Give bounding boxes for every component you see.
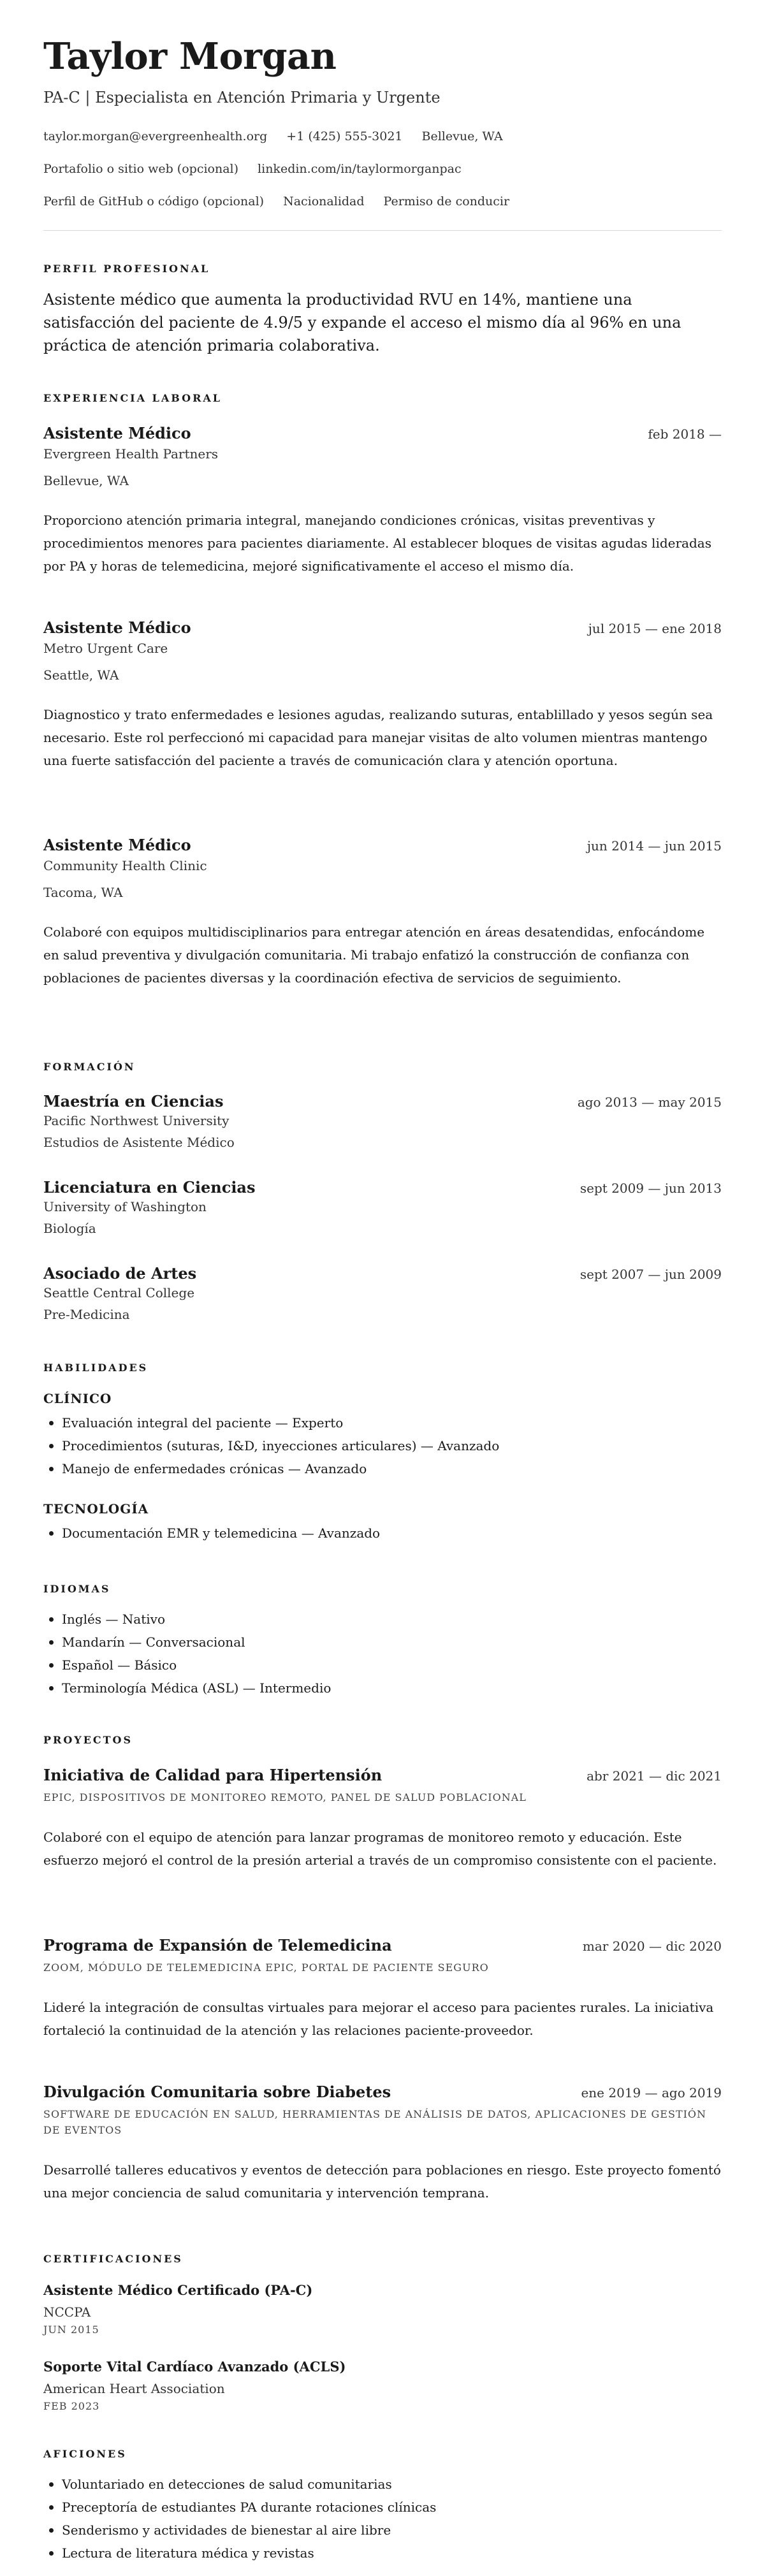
project-title: Iniciativa de Calidad para Hipertensión [43,1766,382,1784]
job-description: Proporciono atención primaria integral, manejando condiciones crónicas, visitas preventivas y procedimientos menores para pacientes diariamente. Al establecer bloques de visitas agudas lideradas por PA y horas de telemedicina, mejoré significativamente el acceso el mismo día. [43,513,711,574]
list-item: Inglés — Nativo [43,1608,722,1631]
section-title: PERFIL PROFESIONAL [43,263,210,275]
candidate-subtitle: PA-C | Especialista en Atención Primaria y Urgente [43,89,441,106]
project-tags: EPIC, DISPOSITIVOS DE MONITOREO REMOTO, PANEL DE SALUD POBLACIONAL [43,1791,527,1803]
list-item: Terminología Médica (ASL) — Intermedio [43,1677,722,1699]
skill-list [43,1522,722,1545]
list-item: Voluntariado en detecciones de salud comunitarias [43,2473,722,2496]
section-title: FORMACIÓN [43,1061,136,1073]
header [43,35,722,231]
degree-title: Licenciatura en Ciencias [43,1178,256,1197]
driving-license-text: Permiso de conducir [383,194,510,208]
email-link[interactable]: taylor.morgan@evergreenhealth.org [43,129,268,143]
certification-issuer: American Heart Association [43,2381,225,2396]
job-organization: Community Health Clinic [43,858,207,873]
language-list [43,1608,722,1699]
job-title: Asistente Médico [43,424,191,442]
project-description: Lideré la integración de consultas virtuales para mejorar el acceso para pacientes rurales. La iniciativa fortaleció la continuidad de la atención y las relaciones paciente-proveedor. [43,2000,714,2038]
job-title: Asistente Médico [43,836,191,854]
job-location: Tacoma, WA [43,885,123,900]
job-location: Seattle, WA [43,667,119,683]
degree-date: sept 2007 — jun 2009 [579,1267,722,1282]
experience-entry [43,836,722,989]
project-title: Programa de Expansión de Telemedicina [43,1936,392,1954]
section-title: AFICIONES [43,2448,127,2460]
summary-section [43,263,722,275]
project-date: abr 2021 — dic 2021 [586,1768,722,1784]
school-name: Pacific Northwest University [43,1113,229,1128]
contact-row [43,194,722,208]
list-item: Manejo de enfermedades crónicas — Avanzado [43,1457,722,1480]
certification-date: FEB 2023 [43,2400,100,2412]
project-tags: ZOOM, MÓDULO DE TELEMEDICINA EPIC, PORTAL DE PACIENTE SEGURO [43,1961,489,1974]
certification-date: JUN 2015 [43,2324,99,2336]
project-description: Colaboré con el equipo de atención para lanzar programas de monitoreo remoto y educación. Este esfuerzo mejoró el control de la presión arterial a través de un compromiso consistente con el paciente. [43,1830,717,1868]
job-organization: Evergreen Health Partners [43,446,219,462]
skills-section [43,1362,722,1374]
job-description: Colaboré con equipos multidisciplinarios para entregar atención en áreas desatendidas, enfocándome en salud preventiva y divulgación comunitaria. Mi trabajo enfatizó la construcción de confianza con poblaciones de pacientes diversas y la coordinación efectiva de servicios de seguimiento. [43,924,705,986]
degree-title: Maestría en Ciencias [43,1092,224,1110]
section-title: HABILIDADES [43,1362,149,1374]
list-item: Mandarín — Conversacional [43,1631,722,1654]
skill-group [43,1501,722,1545]
skill-group [43,1391,722,1480]
list-item: Lectura de literatura médica y revistas [43,2542,722,2565]
phone-link[interactable]: +1 (425) 555-3021 [286,129,403,143]
field-of-study: Estudios de Asistente Médico [43,1135,235,1150]
section-title: PROYECTOS [43,1734,133,1746]
field-of-study: Biología [43,1221,96,1236]
experience-entry [43,618,722,772]
summary-text: Asistente médico que aumenta la productividad RVU en 14%, mantiene una satisfacción del paciente de 4.9/5 y expande el acceso el mismo día al 96% en una práctica de atención primaria colaborativa. [43,291,681,354]
degree-date: ago 2013 — may 2015 [577,1095,722,1110]
job-date: jul 2015 — ene 2018 [588,621,722,636]
header-divider [43,230,722,231]
education-entry [43,1092,722,1150]
project-title: Divulgación Comunitaria sobre Diabetes [43,2083,391,2101]
certification-title: Asistente Médico Certificado (PA-C) [43,2282,313,2298]
candidate-name: Taylor Morgan [43,35,337,78]
degree-title: Asociado de Artes [43,1264,197,1283]
skill-group-title: TECNOLOGÍA [43,1501,149,1517]
degree-date: sept 2009 — jun 2013 [579,1181,722,1196]
project-entry [43,1766,722,1872]
project-entry [43,2083,722,2204]
list-item: Documentación EMR y telemedicina — Avanzado [43,1522,722,1545]
education-entry [43,1264,722,1322]
project-entry [43,1936,722,2042]
certification-entry [43,2359,722,2412]
experience-entry [43,424,722,578]
school-name: University of Washington [43,1199,207,1214]
job-date: feb 2018 — [648,426,722,442]
list-item: Procedimientos (suturas, I&D, inyecciones articulares) — Avanzado [43,1434,722,1457]
skill-group-title: CLÍNICO [43,1391,112,1406]
list-item: Español — Básico [43,1654,722,1677]
portfolio-link[interactable]: Portafolio o sitio web (opcional) [43,162,239,176]
github-link[interactable]: Perfil de GitHub o código (opcional) [43,194,265,208]
field-of-study: Pre-Medicina [43,1307,130,1322]
job-date: jun 2014 — jun 2015 [586,838,722,854]
experience-section [43,392,722,404]
list-item: Preceptoría de estudiantes PA durante rotaciones clínicas [43,2496,722,2519]
section-title: EXPERIENCIA LABORAL [43,392,222,404]
job-location: Bellevue, WA [43,473,129,488]
school-name: Seattle Central College [43,1285,195,1300]
contact-row [43,129,722,143]
languages-section [43,1583,722,1699]
nationality-text: Nacionalidad [283,194,365,208]
certification-issuer: NCCPA [43,2304,91,2320]
hobby-list [43,2473,722,2565]
projects-section [43,1734,722,1746]
section-title: CERTIFICACIONES [43,2253,183,2265]
education-entry [43,1178,722,1236]
section-title: IDIOMAS [43,1583,111,1595]
location-text: Bellevue, WA [421,129,503,143]
job-title: Asistente Médico [43,618,191,637]
certifications-section [43,2253,722,2265]
hobbies-section [43,2448,722,2565]
project-description: Desarrollé talleres educativos y eventos de detección para poblaciones en riesgo. Este proyecto fomentó una mejor conciencia de salud comunitaria y intervención temprana. [43,2162,721,2201]
job-description: Diagnostico y trato enfermedades e lesiones agudas, realizando suturas, entablillado y yesos según sea necesario. Este rol perfeccionó mi capacidad para manejar visitas de alto volumen mientras mantengo una fuerte satisfacción del paciente a través de comunicación clara y atención oportuna. [43,707,713,768]
project-date: ene 2019 — ago 2019 [581,2085,722,2100]
skill-list [43,1411,722,1480]
project-tags: SOFTWARE DE EDUCACIÓN EN SALUD, HERRAMIENTAS DE ANÁLISIS DE DATOS, APLICACIONES DE GESTIÓN DE EVENTOS [43,2108,707,2136]
contact-row [43,162,722,176]
job-organization: Metro Urgent Care [43,641,168,656]
certification-title: Soporte Vital Cardíaco Avanzado (ACLS) [43,2359,346,2375]
education-section [43,1061,722,1073]
list-item: Senderismo y actividades de bienestar al aire libre [43,2519,722,2542]
certification-entry [43,2282,722,2336]
linkedin-link[interactable]: linkedin.com/in/taylormorganpac [258,162,462,176]
project-date: mar 2020 — dic 2020 [582,1939,722,1954]
list-item: Evaluación integral del paciente — Experto [43,1411,722,1434]
